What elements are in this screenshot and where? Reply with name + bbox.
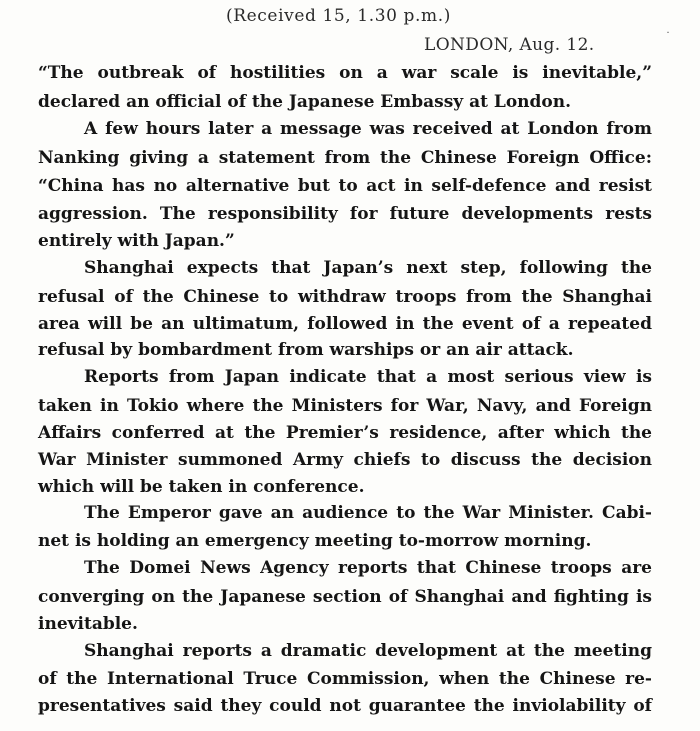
article-line: net is holding an emergency meeting to-morrow morning.	[38, 531, 592, 551]
article-line: “China has no alternative but to act in self-defence and resist	[38, 176, 652, 196]
article-line: taken in Tokio where the Ministers for War, Navy, and Foreign	[38, 396, 652, 416]
article-line: Nanking giving a statement from the Chinese Foreign Office:	[38, 148, 652, 168]
article-line: declared an official of the Japanese Embassy at London.	[38, 92, 572, 112]
article-line: presentatives said they could not guarantee the inviolability of	[38, 696, 652, 716]
article-line: The Emperor gave an audience to the War Minister. Cabi-	[84, 503, 652, 523]
article-line: Affairs conferred at the Premier’s residence, after which the	[38, 423, 652, 443]
article-line: refusal of the Chinese to withdraw troops from the Shanghai	[38, 287, 652, 307]
article-line: Reports from Japan indicate that a most serious view is	[84, 367, 652, 387]
article-line: area will be an ultimatum, followed in the event of a repeated	[38, 314, 652, 334]
print-speck: ˙	[665, 30, 671, 44]
article-line: Shanghai reports a dramatic development at the meeting	[84, 641, 652, 661]
article-line: Shanghai expects that Japan’s next step, following the	[84, 258, 652, 278]
article-line: aggression. The responsibility for future developments rests	[38, 204, 652, 224]
article-line: inevitable.	[38, 614, 138, 634]
article-line: “The outbreak of hostilities on a war scale is inevitable,”	[38, 63, 652, 83]
article-line: of the International Truce Commission, when the Chinese re-	[38, 669, 652, 689]
article-line: The Domei News Agency reports that Chinese troops are	[84, 558, 652, 578]
article-line: which will be taken in conference.	[38, 477, 365, 497]
article-line: refusal by bombardment from warships or an air attack.	[38, 340, 574, 360]
article-line: War Minister summoned Army chiefs to discuss the decision	[38, 450, 652, 470]
article-line: converging on the Japanese section of Shanghai and fighting is	[38, 587, 652, 607]
article-line: A few hours later a message was received at London from	[84, 119, 652, 139]
received-timestamp: (Received 15, 1.30 p.m.)	[226, 6, 451, 26]
article-line: entirely with Japan.”	[38, 231, 235, 251]
dateline: LONDON, Aug. 12.	[424, 35, 595, 55]
